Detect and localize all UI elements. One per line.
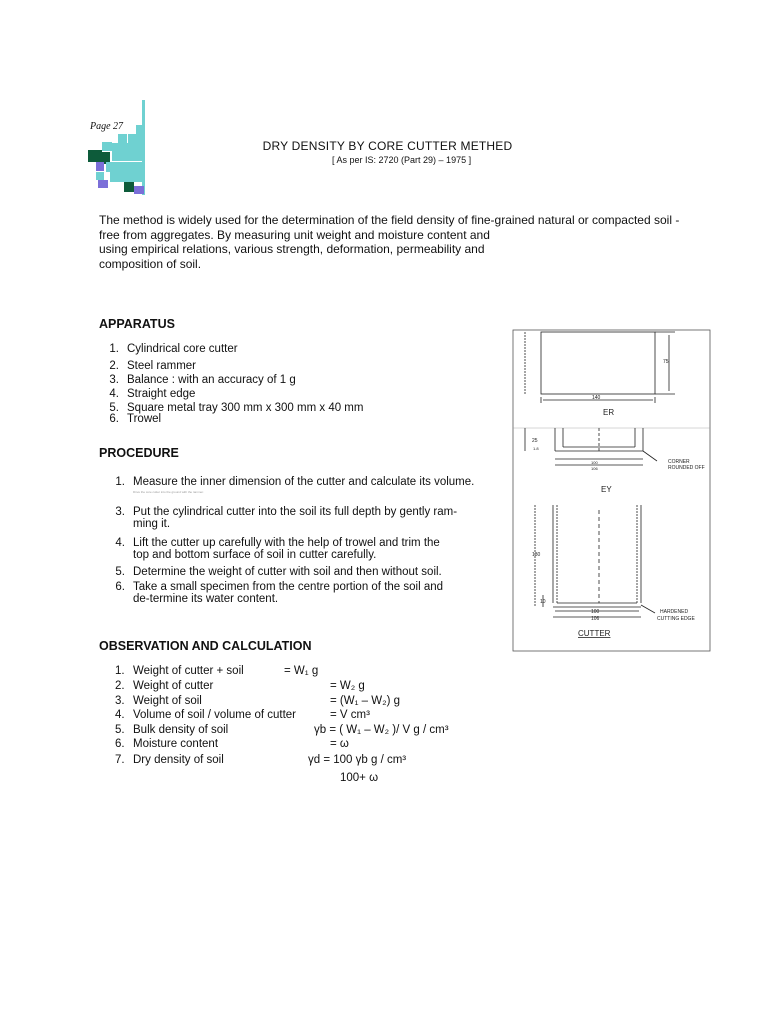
calc-label: Weight of soil <box>133 695 202 707</box>
list-number: 5. <box>115 566 125 578</box>
intro-line: composition of soil. <box>99 256 202 271</box>
list-number: 4. <box>109 388 119 400</box>
dim-106-b: 106 <box>591 616 600 622</box>
dim-75: 75 <box>663 359 669 365</box>
list-item <box>103 506 457 530</box>
list-text: Measure the inner dimension of the cutter and calculate its volume. <box>133 476 475 488</box>
list-text: Lift the cutter up carefully with the help of trowel and trim the <box>133 537 440 549</box>
list-text: Put the cylindrical cutter into the soil its full depth by gently ram- <box>133 506 458 518</box>
list-text: Straight edge <box>127 388 196 400</box>
procedure-heading: PROCEDURE <box>99 446 179 460</box>
calc-label: Bulk density of soil <box>133 724 229 736</box>
dim-100-b: 100 <box>591 609 600 615</box>
page-number: Page 27 <box>90 121 124 132</box>
list-number: 6. <box>115 581 125 593</box>
list-number: 1. <box>109 343 119 355</box>
calc-label: Volume of soil / volume of cutter <box>133 709 296 721</box>
dolly-label: ER <box>603 408 615 417</box>
calc-denominator: 100+ ω <box>340 772 379 784</box>
calc-number: 7. <box>115 754 125 766</box>
list-item <box>103 537 440 561</box>
corner-label-2: ROUNDED OFF <box>668 465 705 471</box>
list-text-continued: ming it. <box>133 518 171 530</box>
dim-140: 140 <box>592 395 601 401</box>
calc-label: Weight of cutter <box>133 680 214 692</box>
dim-10: 10 <box>540 599 546 605</box>
list-number: 2. <box>109 360 119 372</box>
list-item <box>103 581 443 605</box>
calc-value: = (W₁ – W₂) g <box>330 695 400 707</box>
list-text: Square metal tray 300 mm x 300 mm x 40 mm <box>127 402 364 414</box>
list-text: Cylindrical core cutter <box>127 343 238 355</box>
calc-value: = W₂ g <box>330 680 365 692</box>
document-subtitle: [ As per IS: 2720 (Part 29) – 1975 ] <box>332 155 472 165</box>
list-number: 1. <box>115 476 125 488</box>
list-number: 5. <box>109 402 119 414</box>
list-number: 3. <box>109 374 119 386</box>
tiny-note: Drive the core cutter into the ground with the rammer. <box>133 490 204 494</box>
list-item <box>97 374 296 386</box>
list-text: Take a small specimen from the centre portion of the soil and <box>133 581 444 593</box>
list-text: Determine the weight of cutter with soil and then without soil. <box>133 566 442 578</box>
calc-number: 5. <box>115 724 125 736</box>
apparatus-heading: APPARATUS <box>99 317 175 331</box>
calc-number: 6. <box>115 738 125 750</box>
calc-value: = ω <box>330 738 349 750</box>
cutter-label: CUTTER <box>578 629 611 638</box>
hardened-label-1: HARDENED <box>660 609 689 615</box>
corner-label-1: CORNER <box>668 459 690 465</box>
intro-line: The method is widely used for the determination of the field density of fine-grained natural or compacted soil - <box>99 213 680 227</box>
list-item <box>97 360 196 372</box>
calc-number: 1. <box>115 665 125 677</box>
calc-label: Moisture content <box>133 738 219 750</box>
observation-heading: OBSERVATION AND CALCULATION <box>99 639 312 653</box>
core-cutter-drawing <box>505 325 713 655</box>
list-text: Steel rammer <box>127 360 197 372</box>
dim-106-a: 106 <box>591 466 598 471</box>
calc-value: = W₁ g <box>284 665 319 677</box>
dim-130: 130 <box>532 552 541 558</box>
intro-line: using empirical relations, various strength, deformation, permeability and <box>99 242 485 256</box>
calc-number: 2. <box>115 680 125 692</box>
intro-line: free from aggregates. By measuring unit weight and moisture content and <box>99 227 490 242</box>
list-text: Trowel <box>127 413 162 425</box>
list-text: Balance : with an accuracy of 1 g <box>127 374 296 386</box>
dim-100-a: 100 <box>591 460 598 465</box>
list-item <box>103 566 442 578</box>
document-title: DRY DENSITY BY CORE CUTTER METHED <box>262 139 513 153</box>
list-number: 4. <box>115 537 125 549</box>
calc-value: γb = ( W₁ – W₂ )/ V g / cm³ <box>314 724 449 736</box>
collar-label: EY <box>601 485 612 494</box>
calc-value: = V cm³ <box>330 709 370 721</box>
dim-25: 25 <box>532 438 538 444</box>
calc-value: γd = 100 γb g / cm³ <box>308 754 407 766</box>
dim-1-8: 1.8 <box>533 446 539 451</box>
calc-number: 4. <box>115 709 125 721</box>
intro-paragraph <box>99 213 707 271</box>
list-item <box>97 388 195 400</box>
list-item <box>103 476 474 488</box>
calc-label: Weight of cutter + soil <box>133 665 244 677</box>
list-item <box>97 343 238 355</box>
list-number: 3. <box>115 506 125 518</box>
dolly-view <box>525 332 675 403</box>
list-item <box>97 413 161 425</box>
list-text-continued: de-termine its water content. <box>133 593 279 605</box>
calc-label: Dry density of soil <box>133 754 224 766</box>
list-number: 6. <box>109 413 119 425</box>
calc-number: 3. <box>115 695 125 707</box>
hardened-label-2: CUTTING EDGE <box>657 616 695 622</box>
list-text-continued: top and bottom surface of soil in cutter carefully. <box>133 549 377 561</box>
cutter-view <box>535 505 655 617</box>
